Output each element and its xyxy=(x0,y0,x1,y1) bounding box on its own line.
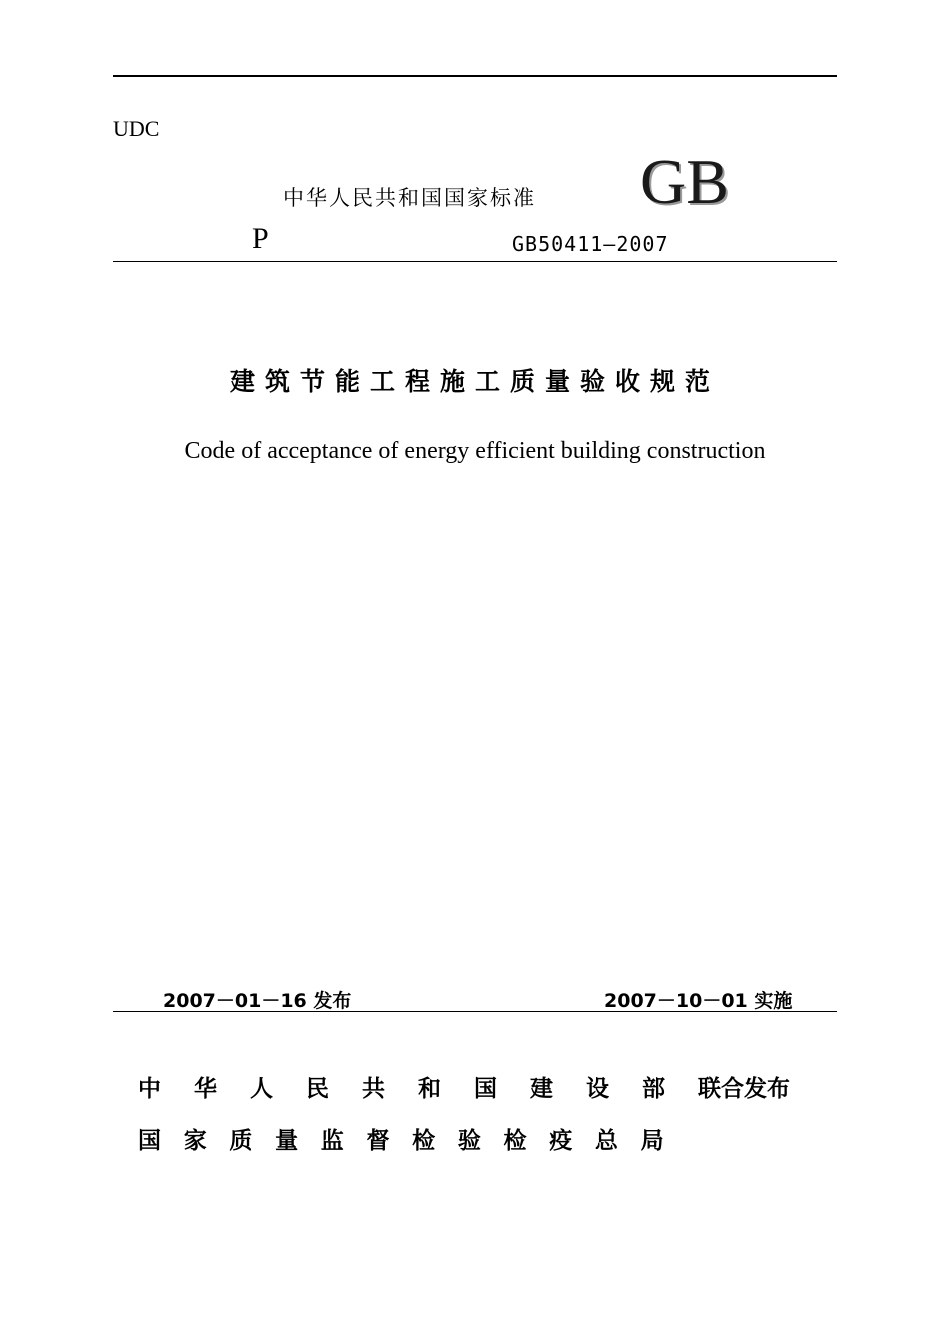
issuer-char: 家 xyxy=(183,1128,207,1154)
classification-code: P xyxy=(252,222,269,255)
issuer-char: 验 xyxy=(457,1128,481,1154)
gb-logo: GB xyxy=(640,146,729,217)
standard-type: 中华人民共和国国家标准 xyxy=(283,186,536,210)
issuer-char: 国 xyxy=(474,1076,497,1102)
issuer-char: 部 xyxy=(642,1076,665,1102)
issuer-char: 设 xyxy=(586,1076,609,1102)
top-rule xyxy=(113,75,837,77)
issuer-char: 检 xyxy=(412,1128,436,1154)
issuer-char: 监 xyxy=(320,1128,344,1154)
issuer-char: 质 xyxy=(229,1128,253,1154)
issuer-char: 和 xyxy=(418,1076,441,1102)
issuer-char: 建 xyxy=(530,1076,553,1102)
issuer-char: 民 xyxy=(306,1076,329,1102)
issuer-char: 检 xyxy=(503,1128,527,1154)
title-chinese: 建筑节能工程施工质量验收规范 xyxy=(229,367,720,396)
title-english: Code of acceptance of energy efficient building construction xyxy=(184,438,766,464)
issuer-char: 疫 xyxy=(549,1128,573,1154)
effective-date: 2007－10－01 实施 xyxy=(604,990,793,1012)
joint-issue-label: 联合发布 xyxy=(698,1076,790,1102)
issuer-char: 量 xyxy=(275,1128,299,1154)
issuer-char: 国 xyxy=(138,1128,161,1154)
issuer-char: 华 xyxy=(194,1076,217,1102)
udc-label: UDC xyxy=(113,116,160,141)
issuer-char: 总 xyxy=(594,1128,618,1154)
issuer-char: 督 xyxy=(366,1128,390,1154)
header-rule xyxy=(113,261,837,262)
issuer-char: 共 xyxy=(362,1076,385,1102)
dates-rule xyxy=(113,1011,837,1012)
issuer-line-2 xyxy=(138,1122,686,1155)
issuer-char: 中 xyxy=(138,1076,161,1102)
issuer-char: 局 xyxy=(640,1128,664,1154)
standard-number: GB50411—2007 xyxy=(512,232,669,256)
issue-date: 2007－01－16 发布 xyxy=(163,990,352,1012)
issuer-line-1 xyxy=(138,1070,790,1103)
issuer-char: 人 xyxy=(250,1076,273,1102)
